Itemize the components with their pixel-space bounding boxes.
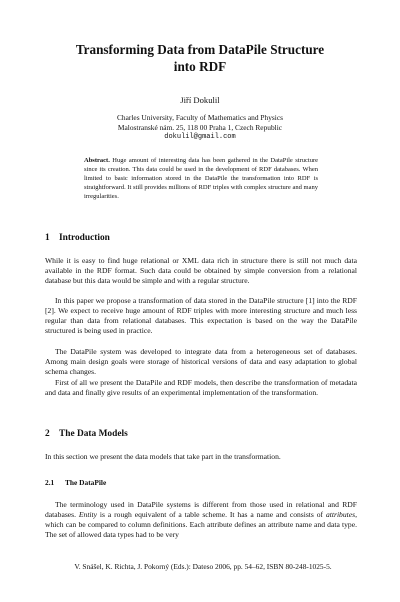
title-line-2: into RDF <box>173 58 227 74</box>
author-name: Jiří Dokulil <box>180 95 220 105</box>
section-heading-introduction <box>45 232 110 244</box>
title-line-1: Transforming Data from DataPile Structure <box>75 42 325 57</box>
section-heading-data-models <box>45 428 128 440</box>
intro-paragraph-2: In this paper we propose a transformation of data stored in the DataPile structure [1] into the RDF [2]. We expect to receive huge amount of RDF triples with more interesting structure and much less regular than data from relational databases. This expectation is based on the way the DataPile structured is being used in practice. <box>45 296 357 336</box>
datapile-text-3: , which can be compared to column definitions. Each attribute defines an attribute name and data type. The set of allowed data types had to be very <box>45 510 357 540</box>
paper-title <box>40 42 360 75</box>
abstract-label: Abstract. <box>84 157 110 164</box>
datapile-paragraph <box>45 500 357 540</box>
section-title: Introduction <box>59 233 110 243</box>
affiliation-line-2: Malostranské nám. 25, 118 00 Praha 1, Czech Republic <box>117 122 283 132</box>
author-email[interactable]: dokulil@gmail.com <box>164 132 236 141</box>
intro-paragraph-3: The DataPile system was developed to integrate data from a heterogeneous set of databases. Among main design goals were storage of historical versions of data and easy adaptation to global schema changes. <box>45 347 357 377</box>
intro-paragraph-1: While it is easy to find huge relational or XML data rich in structure there is still not much data available in the RDF format. Such data could be obtained by simple conversion from a relational database but this data would be simple and with a regular structure. <box>45 256 357 286</box>
affiliation-line-1: Charles University, Faculty of Mathematics and Physics <box>117 113 283 122</box>
affiliation <box>40 113 360 142</box>
term-attributes: attributes <box>325 510 356 520</box>
datapile-text-2: is a rough equivalent of a table scheme. It has a name and consists of <box>97 510 326 520</box>
datapile-text-1: The terminology used in DataPile systems is different from those used in relational and RDF databases. <box>45 500 357 520</box>
subsection-heading-datapile <box>45 478 106 488</box>
intro-paragraph-4: First of all we present the DataPile and RDF models, then describe the transformation of metadata and data and finally give results of an experimental implementation of the transformation. <box>45 378 357 398</box>
subsection-number: 2.1 <box>45 478 55 487</box>
section-number: 1 <box>45 233 50 243</box>
term-entity: Entity <box>78 510 98 520</box>
subsection-title: The DataPile <box>65 478 107 487</box>
abstract-text: Huge amount of interesting data has been gathered in the DataPile structure since its creation. This data could be used in the development of RDF databases. When limited to basic information stored in the DataPile the transformation into RDF is straightforward. It still provides millions of RDF triples with complex structure and many irregularities. <box>84 157 319 200</box>
section-number: 2 <box>45 429 50 439</box>
page-footer-citation: V. Snášel, K. Richta, J. Pokorný (Eds.): Dateso 2006, pp. 54–62, ISBN 80-248-1025-5. <box>74 562 332 571</box>
section-title: The Data Models <box>59 429 128 439</box>
data-models-paragraph-1: In this section we present the data models that take part in the transformation. <box>45 452 281 461</box>
abstract <box>84 157 318 202</box>
